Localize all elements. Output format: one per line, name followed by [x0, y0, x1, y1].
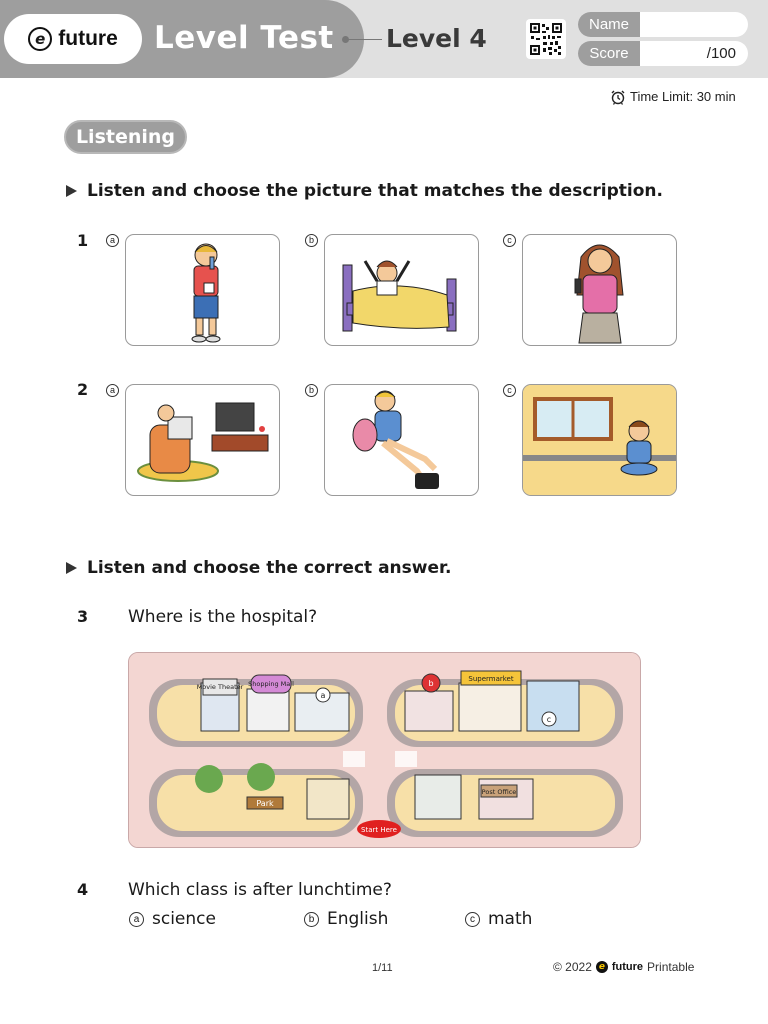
option-letter: b	[304, 912, 319, 927]
qr-code-icon[interactable]	[526, 19, 566, 59]
footer-brand: future	[611, 961, 644, 973]
name-field[interactable]	[578, 12, 748, 37]
question-number: 4	[77, 880, 89, 899]
option-letter: c	[465, 912, 480, 927]
option-letter: a	[129, 912, 144, 927]
map-marker-c: c	[546, 715, 552, 724]
time-limit-text: Time Limit: 30 min	[630, 89, 736, 104]
question-text: Where is the hospital?	[128, 607, 318, 627]
instruction-part2	[66, 557, 451, 579]
page-number: 1/11	[372, 962, 393, 974]
map-marker-b: b	[428, 679, 434, 688]
instruction-text: Listen and choose the picture that matches the description.	[87, 181, 663, 201]
q1-picture-b-boy-waking-in-bed[interactable]	[324, 234, 479, 346]
option-text: science	[152, 909, 216, 929]
time-limit	[610, 88, 736, 106]
footer-suffix: Printable	[647, 960, 695, 974]
option-letter[interactable]: c	[503, 234, 516, 247]
question-number: 3	[77, 607, 89, 626]
answer-option-b[interactable]	[304, 908, 388, 930]
test-title: Level Test	[154, 20, 334, 56]
title-connector-line	[344, 39, 382, 40]
question-text: Which class is after lunchtime?	[128, 880, 392, 900]
shopping-mall-sign: Shopping Mall	[248, 680, 294, 688]
score-field[interactable]	[578, 41, 748, 66]
option-letter[interactable]: a	[106, 384, 119, 397]
q2-picture-a-woman-reading-newspaper[interactable]	[125, 384, 280, 496]
q2-picture-b-girl-on-phone[interactable]	[324, 384, 479, 496]
option-letter[interactable]: a	[106, 234, 119, 247]
town-map[interactable]	[128, 652, 641, 848]
q2-picture-c-boy-sitting-by-window[interactable]	[522, 384, 677, 496]
alarm-clock-icon	[610, 89, 626, 105]
brand-logo	[4, 14, 142, 64]
start-here-sign: Start Here	[361, 826, 397, 834]
level-label: Level 4	[386, 24, 487, 53]
section-listening: Listening	[64, 120, 187, 154]
option-letter[interactable]: b	[305, 234, 318, 247]
question-number: 2	[77, 380, 89, 399]
footer-copyright	[553, 960, 694, 974]
q1-picture-c-girl-brushing-hair[interactable]	[522, 234, 677, 346]
question-number: 1	[77, 231, 89, 250]
park-sign: Park	[256, 799, 274, 808]
name-label: Name	[578, 12, 640, 37]
e-logo-icon: e	[596, 961, 608, 973]
score-value[interactable]: /100	[706, 45, 736, 62]
option-letter[interactable]: b	[305, 384, 318, 397]
title-connector-dot	[342, 36, 349, 43]
instruction-part1	[66, 180, 663, 202]
supermarket-sign: Supermarket	[468, 675, 514, 683]
map-marker-a: a	[320, 691, 326, 700]
score-label: Score	[578, 41, 640, 66]
copyright-text: © 2022	[553, 960, 592, 974]
movie-theater-sign: Movie Theater	[196, 683, 244, 691]
option-text: math	[488, 909, 533, 929]
instruction-text: Listen and choose the correct answer.	[87, 558, 452, 578]
play-triangle-icon	[66, 185, 77, 197]
play-triangle-icon	[66, 562, 77, 574]
answer-option-a[interactable]	[129, 908, 216, 930]
option-text: English	[327, 909, 389, 929]
e-logo-icon: e	[28, 27, 52, 51]
q1-picture-a-boy-brushing-teeth[interactable]	[125, 234, 280, 346]
post-office-sign: Post Office	[481, 788, 517, 796]
logo-text: future	[58, 27, 118, 50]
answer-option-c[interactable]	[465, 908, 532, 930]
option-letter[interactable]: c	[503, 384, 516, 397]
